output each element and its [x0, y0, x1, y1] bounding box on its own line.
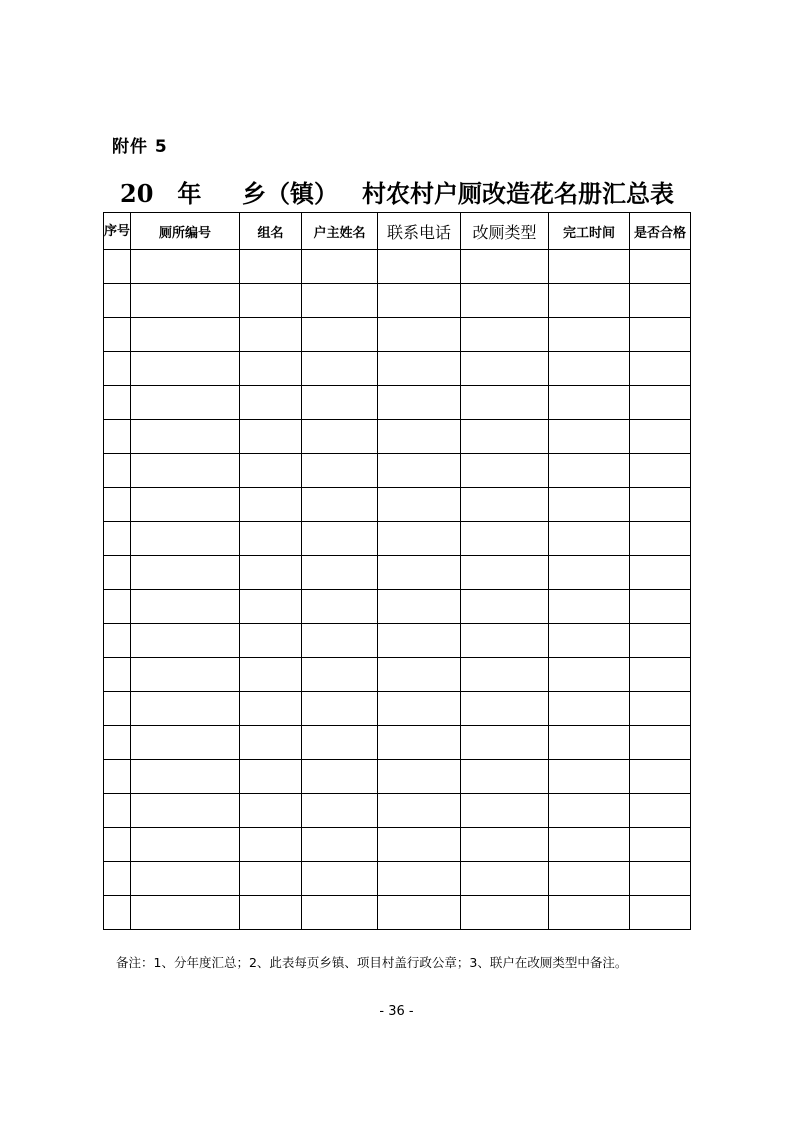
table-cell: [240, 726, 302, 760]
table-row: [104, 318, 691, 352]
table-cell: [240, 760, 302, 794]
table-cell: [240, 420, 302, 454]
table-cell: [549, 692, 630, 726]
table-cell: [630, 454, 691, 488]
table-row: [104, 352, 691, 386]
table-cell: [302, 624, 378, 658]
table-cell: [131, 454, 240, 488]
attachment-label: 附件 5: [112, 137, 168, 157]
table-cell: [549, 250, 630, 284]
table-cell: [302, 658, 378, 692]
table-row: [104, 760, 691, 794]
table-cell: [302, 726, 378, 760]
table-row: [104, 522, 691, 556]
table-cell: [461, 624, 549, 658]
table-cell: [549, 454, 630, 488]
table-cell: [549, 760, 630, 794]
table-cell: [131, 590, 240, 624]
table-cell: [131, 522, 240, 556]
table-cell: [630, 794, 691, 828]
table-cell: [302, 590, 378, 624]
table-cell: [630, 726, 691, 760]
table-cell: [302, 420, 378, 454]
table-cell: [549, 488, 630, 522]
header-toilet-type: 改厕类型: [461, 213, 549, 250]
table-cell: [131, 488, 240, 522]
table-cell: [240, 624, 302, 658]
table-cell: [549, 420, 630, 454]
table-cell: [131, 692, 240, 726]
table-cell: [104, 862, 131, 896]
table-cell: [378, 862, 461, 896]
roster-table: [103, 212, 691, 930]
table-cell: [240, 590, 302, 624]
table-cell: [104, 726, 131, 760]
table-cell: [131, 352, 240, 386]
table-row: [104, 828, 691, 862]
table-cell: [461, 556, 549, 590]
table-row: [104, 896, 691, 930]
table-row: [104, 726, 691, 760]
table-cell: [104, 590, 131, 624]
table-cell: [549, 624, 630, 658]
table-cell: [240, 692, 302, 726]
table-cell: [104, 794, 131, 828]
document-title: [0, 170, 793, 206]
table-cell: [240, 828, 302, 862]
table-cell: [131, 828, 240, 862]
table-row: [104, 862, 691, 896]
table-cell: [549, 590, 630, 624]
title-town: 乡（镇）: [242, 179, 338, 208]
table-cell: [461, 692, 549, 726]
table-row: [104, 624, 691, 658]
table-cell: [240, 658, 302, 692]
table-cell: [302, 488, 378, 522]
table-cell: [630, 420, 691, 454]
table-cell: [131, 794, 240, 828]
table-cell: [461, 318, 549, 352]
table-cell: [630, 624, 691, 658]
table-cell: [378, 760, 461, 794]
table-cell: [302, 828, 378, 862]
table-cell: [461, 284, 549, 318]
table-cell: [630, 590, 691, 624]
table-cell: [549, 284, 630, 318]
table-cell: [630, 896, 691, 930]
table-cell: [302, 556, 378, 590]
table-row: [104, 692, 691, 726]
table-cell: [302, 794, 378, 828]
table-cell: [378, 250, 461, 284]
table-cell: [549, 862, 630, 896]
header-toilet-id: 厕所编号: [131, 213, 240, 250]
table-cell: [630, 556, 691, 590]
table-cell: [378, 692, 461, 726]
table-cell: [549, 318, 630, 352]
table-cell: [302, 454, 378, 488]
table-cell: [630, 284, 691, 318]
table-cell: [131, 386, 240, 420]
table-cell: [302, 692, 378, 726]
table-row: [104, 794, 691, 828]
table-cell: [131, 284, 240, 318]
table-cell: [630, 522, 691, 556]
table-cell: [302, 352, 378, 386]
table-cell: [131, 658, 240, 692]
header-completion-time: 完工时间: [549, 213, 630, 250]
table-cell: [104, 828, 131, 862]
table-cell: [104, 692, 131, 726]
table-cell: [549, 896, 630, 930]
table-cell: [378, 318, 461, 352]
table-row: [104, 386, 691, 420]
header-qualified: 是否合格: [630, 213, 691, 250]
table-cell: [104, 250, 131, 284]
table-body: [104, 250, 691, 930]
table-cell: [461, 828, 549, 862]
table-header-row: [104, 213, 691, 250]
table-cell: [240, 352, 302, 386]
table-cell: [630, 760, 691, 794]
table-cell: [302, 284, 378, 318]
title-year: 20 年: [120, 179, 202, 208]
table-cell: [131, 760, 240, 794]
table-cell: [378, 556, 461, 590]
table-cell: [378, 590, 461, 624]
table-cell: [378, 658, 461, 692]
table-cell: [549, 556, 630, 590]
table-cell: [630, 658, 691, 692]
table-cell: [461, 658, 549, 692]
table-cell: [549, 726, 630, 760]
table-cell: [240, 794, 302, 828]
table-cell: [549, 828, 630, 862]
table-row: [104, 658, 691, 692]
header-serial: 序号: [104, 213, 131, 250]
table-cell: [131, 624, 240, 658]
table-cell: [461, 862, 549, 896]
table-cell: [302, 760, 378, 794]
table-cell: [461, 726, 549, 760]
table-cell: [131, 556, 240, 590]
table-cell: [378, 726, 461, 760]
table-cell: [461, 794, 549, 828]
table-cell: [630, 862, 691, 896]
table-cell: [378, 624, 461, 658]
table-row: [104, 454, 691, 488]
table-cell: [240, 896, 302, 930]
table-cell: [104, 658, 131, 692]
table-cell: [630, 386, 691, 420]
table-cell: [630, 250, 691, 284]
table-row: [104, 488, 691, 522]
table-cell: [104, 454, 131, 488]
table-cell: [302, 896, 378, 930]
table-cell: [461, 352, 549, 386]
table-cell: [549, 658, 630, 692]
table-cell: [461, 760, 549, 794]
table-cell: [240, 250, 302, 284]
table-cell: [240, 386, 302, 420]
table-cell: [104, 488, 131, 522]
table-cell: [378, 896, 461, 930]
table-cell: [131, 420, 240, 454]
table-cell: [378, 284, 461, 318]
table-cell: [104, 352, 131, 386]
table-cell: [240, 862, 302, 896]
table-cell: [104, 556, 131, 590]
table-cell: [104, 760, 131, 794]
table-cell: [131, 862, 240, 896]
table-cell: [461, 420, 549, 454]
table-cell: [302, 386, 378, 420]
table-cell: [378, 794, 461, 828]
table-cell: [302, 862, 378, 896]
table-cell: [461, 386, 549, 420]
table-cell: [104, 420, 131, 454]
table-cell: [461, 454, 549, 488]
table-row: [104, 420, 691, 454]
table-cell: [378, 488, 461, 522]
table-cell: [104, 522, 131, 556]
table-cell: [378, 522, 461, 556]
table-cell: [240, 556, 302, 590]
footnote: 备注：1、分年度汇总；2、此表每页乡镇、项目村盖行政公章；3、联户在改厕类型中备注。: [116, 955, 628, 970]
table-cell: [549, 794, 630, 828]
table-cell: [378, 420, 461, 454]
table-cell: [104, 896, 131, 930]
header-phone: 联系电话: [378, 213, 461, 250]
table-cell: [630, 488, 691, 522]
table-cell: [240, 454, 302, 488]
table-cell: [378, 386, 461, 420]
header-householder: 户主姓名: [302, 213, 378, 250]
table-cell: [461, 522, 549, 556]
table-cell: [131, 726, 240, 760]
table-row: [104, 284, 691, 318]
table-cell: [461, 590, 549, 624]
table-cell: [461, 250, 549, 284]
table-cell: [302, 318, 378, 352]
table-cell: [630, 692, 691, 726]
table-cell: [131, 318, 240, 352]
table-cell: [302, 522, 378, 556]
table-cell: [131, 250, 240, 284]
table-cell: [104, 624, 131, 658]
table-cell: [240, 318, 302, 352]
table-cell: [240, 284, 302, 318]
table-cell: [302, 250, 378, 284]
table-cell: [104, 318, 131, 352]
table-cell: [104, 284, 131, 318]
table-cell: [131, 896, 240, 930]
table-cell: [104, 386, 131, 420]
page-number: - 36 -: [379, 1004, 414, 1019]
table-cell: [461, 488, 549, 522]
table-cell: [630, 828, 691, 862]
table-cell: [549, 386, 630, 420]
header-group: 组名: [240, 213, 302, 250]
table-cell: [630, 318, 691, 352]
table-row: [104, 556, 691, 590]
table-cell: [549, 522, 630, 556]
table-cell: [240, 488, 302, 522]
table-row: [104, 590, 691, 624]
table-cell: [378, 454, 461, 488]
title-main: 村农村户厕改造花名册汇总表: [362, 179, 674, 208]
table-cell: [461, 896, 549, 930]
table-cell: [240, 522, 302, 556]
table-cell: [630, 352, 691, 386]
table-cell: [549, 352, 630, 386]
table-cell: [378, 828, 461, 862]
table-cell: [378, 352, 461, 386]
table-row: [104, 250, 691, 284]
